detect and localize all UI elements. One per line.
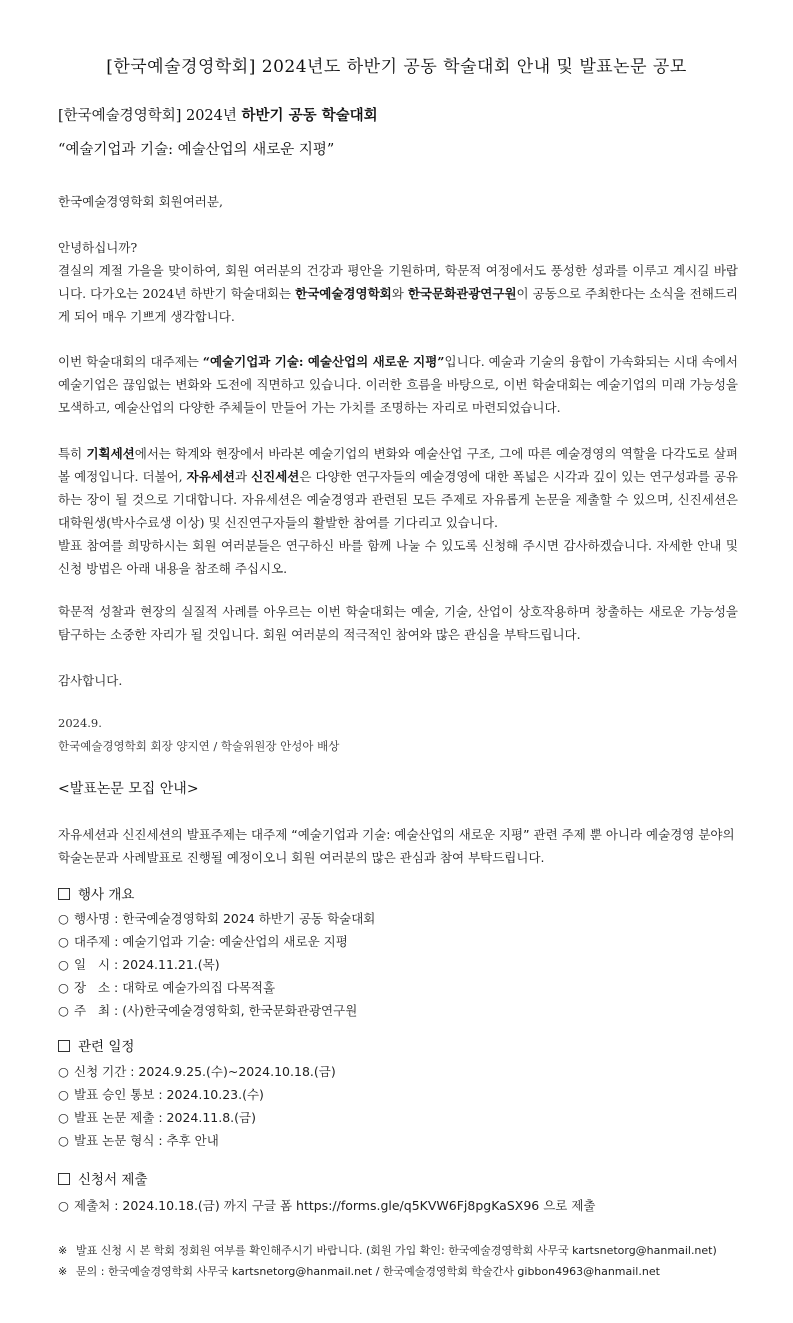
reference-mark-icon: ※ <box>58 1265 68 1278</box>
paragraph-3 <box>58 442 738 580</box>
event-item-venue: ○ 장 소 : 대학로 예술가의집 다목적홀 <box>58 980 276 995</box>
schedule-item-format: ○ 발표 논문 형식 : 추후 안내 <box>58 1133 219 1148</box>
document-title: [한국예술경영학회] 2024년도 하반기 공동 학술대회 안내 및 발표논문 공모 <box>106 57 687 77</box>
bullet-circle-icon: ○ <box>58 980 69 995</box>
bullet-circle-icon: ○ <box>58 1087 69 1102</box>
paragraph-1 <box>58 236 738 328</box>
checkbox-square-icon <box>58 888 70 900</box>
event-item-theme: ○ 대주제 : 예술기업과 기술: 예술산업의 새로운 지평 <box>58 934 348 949</box>
org-kcti: 한국문화관광연구원 <box>407 286 517 301</box>
bullet-circle-icon: ○ <box>58 1198 69 1213</box>
paragraph-1-greeting: 안녕하십니까? <box>58 240 138 255</box>
recruit-title: <발표논문 모집 안내> <box>58 781 199 797</box>
conference-org-prefix: [한국예술경영학회] 2024년 <box>58 108 242 124</box>
bullet-circle-icon: ○ <box>58 957 69 972</box>
org-kaam: 한국예술경영학회 <box>295 286 392 301</box>
note-contact: ※ 문의 : 한국예술경영학회 사무국 kartsnetorg@hanmail.net / 한국예술경영학회 학술간사 gibbon4963@hanmail.net <box>58 1265 660 1278</box>
checkbox-square-icon <box>58 1040 70 1052</box>
conference-name: 하반기 공동 학술대회 <box>241 107 378 124</box>
schedule-heading: 관련 일정 <box>58 1035 134 1055</box>
paragraph-3-body: 특히 기획세션에서는 학계와 현장에서 바라본 예술기업의 변화와 예술산업 구조, 그에 따른 예술경영의 역할을 다각도로 살펴볼 예정입니다. 더불어, 자유세션과 신진세션은 다양한 연구자들의 예술경영에 대한 폭넓은 시각과 깊이 있는 연구성과를 공유하는 장이 될 것으로 기대합니다. 자유세션은 예술경영과 관련된 모든 주제로 자유롭게 논문을 제출할 수 있으며, 신진세션은 대학원생(박사수료생 이상) 및 신진연구자들의 활발한 참여를 기다리고 있습니다. <box>58 446 738 530</box>
schedule-item-approval: ○ 발표 승인 통보 : 2024.10.23.(수) <box>58 1087 264 1102</box>
event-item-name: ○ 행사명 : 한국예술경영학회 2024 하반기 공동 학술대회 <box>58 911 376 926</box>
bullet-circle-icon: ○ <box>58 911 69 926</box>
bullet-circle-icon: ○ <box>58 1064 69 1079</box>
event-item-host: ○ 주 최 : (사)한국예술경영학회, 한국문화관광연구원 <box>58 1003 358 1018</box>
recruit-intro: 자유세션과 신진세션의 발표주제는 대주제 “예술기업과 기술: 예술산업의 새로운 지평” 관련 주제 뿐 아니라 예술경영 분야의 학술논문과 사례발표로 진행될 예정이오니 회원 여러분의 많은 관심과 참여 부탁드립니다. <box>58 827 735 865</box>
schedule-item-submission: ○ 발표 논문 제출 : 2024.11.8.(금) <box>58 1110 256 1125</box>
letter-signature: 한국예술경영학회 회장 양지연 / 학술위원장 안성아 배상 <box>58 739 340 753</box>
event-item-date: ○ 일 시 : 2024.11.21.(목) <box>58 957 220 972</box>
paragraph-2: 이번 학술대회의 대주제는 “예술기업과 기술: 예술산업의 새로운 지평”입니다. 예술과 기술의 융합이 가속화되는 시대 속에서 예술기업은 끊임없는 변화와 도전에 직면하고 있습니다. 이러한 흐름을 바탕으로, 이번 학술대회는 예술기업의 미래 가능성을 모색하고, 예술산업의 다양한 주체들이 만들어 가는 가치를 조명하는 자리로 마련되었습니다. <box>58 354 739 415</box>
submission-heading: 신청서 제출 <box>58 1168 148 1188</box>
submission-item-form: ○ 제출처 : 2024.10.18.(금) 까지 구글 폼 https://forms.gle/q5KVW6Fj8pgKaSX96 으로 제출 <box>58 1198 596 1213</box>
free-session: 자유세션 <box>186 469 235 484</box>
new-researcher-session: 신진세션 <box>251 469 300 484</box>
letter-date: 2024.9. <box>58 716 102 730</box>
bullet-circle-icon: ○ <box>58 1110 69 1125</box>
planned-session: 기획세션 <box>86 446 135 461</box>
event-overview-heading: 행사 개요 <box>58 883 134 903</box>
greeting: 한국예술경영학회 회원여러분, <box>58 194 223 209</box>
conference-theme: “예술기업과 기술: 예술산업의 새로운 지평” <box>58 142 335 158</box>
bullet-circle-icon: ○ <box>58 1133 69 1148</box>
reference-mark-icon: ※ <box>58 1244 68 1257</box>
checkbox-square-icon <box>58 1173 70 1185</box>
bullet-circle-icon: ○ <box>58 934 69 949</box>
closing-thanks: 감사합니다. <box>58 673 123 688</box>
paragraph-3-application: 발표 참여를 희망하시는 회원 여러분들은 연구하신 바를 함께 나눌 수 있도록 신청해 주시면 감사하겠습니다. 자세한 안내 및 신청 방법은 아래 내용을 참조해 주십시오. <box>58 538 738 576</box>
bullet-circle-icon: ○ <box>58 1003 69 1018</box>
schedule-item-application: ○ 신청 기간 : 2024.9.25.(수)~2024.10.18.(금) <box>58 1064 336 1079</box>
theme-bold: “예술기업과 기술: 예술산업의 새로운 지평” <box>202 354 445 369</box>
paragraph-4: 학문적 성찰과 현장의 실질적 사례를 아우르는 이번 학술대회는 예술, 기술, 산업이 상호작용하며 창출하는 새로운 가능성을 탐구하는 소중한 자리가 될 것입니다. 회원 여러분의 적극적인 참여와 많은 관심을 부탁드립니다. <box>58 604 738 642</box>
paragraph-1-body: 결실의 계절 가을을 맞이하여, 회원 여러분의 건강과 평안을 기원하며, 학문적 여정에서도 풍성한 성과를 이루고 계시길 바랍니다. 다가오는 2024년 하반기 학술대회는 한국예술경영학회와 한국문화관광연구원이 공동으로 주최한다는 소식을 전해드리게 되어 매우 기쁘게 생각합니다. <box>58 263 738 324</box>
note-membership: ※ 발표 신청 시 본 학회 정회원 여부를 확인해주시기 바랍니다. (회원 가입 확인: 한국예술경영학회 사무국 kartsnetorg@hanmail.net) <box>58 1244 717 1257</box>
conference-subtitle <box>58 104 378 125</box>
